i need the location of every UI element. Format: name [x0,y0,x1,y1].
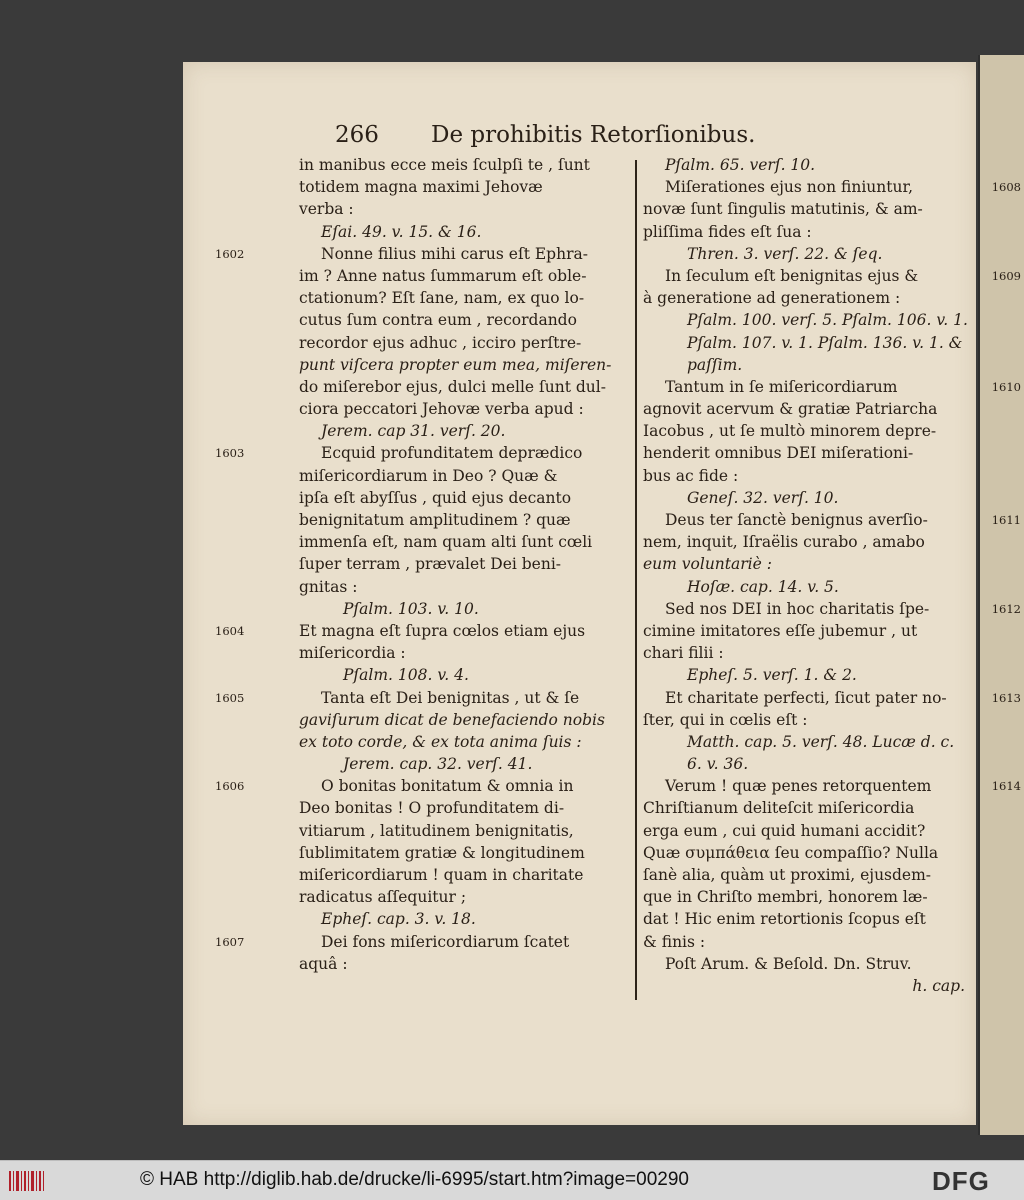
line-text: Pſalm. 100. verſ. 5. Pſalm. 106. v. 1. [687,311,968,330]
text-line [643,287,965,309]
adjacent-page-edge [978,55,1024,1135]
barcode-icon [8,1169,48,1193]
line-text: Geneſ. 32. verſ. 10. [687,488,839,507]
text-line [299,176,635,198]
text-line [215,442,635,464]
line-text: h. cap. [912,976,965,995]
text-line [299,221,635,243]
line-text: Et magna eſt ſupra cœlos etiam ejus [299,621,586,640]
text-line [299,842,635,864]
text-line [643,886,965,908]
line-text: ſublimitatem gratiæ & longitudinem [299,843,585,862]
text-line [643,820,965,842]
margin-number: 1602 [215,246,245,261]
page-title: De prohibitis Retorſionibus. [431,122,756,148]
line-text: Thren. 3. verſ. 22. & ſeq. [687,244,883,263]
line-text: Iacobus , ut ſe multò minorem depre- [643,422,937,441]
text-line [299,820,635,842]
text-line [643,398,965,420]
line-text: Epheſ. cap. 3. v. 18. [321,910,476,929]
line-text: ipſa eſt abyſſus , quid ejus decanto [299,488,572,507]
line-text: benignitatum amplitudinem ? quæ [299,511,571,529]
line-text: totidem magna maximi Jehovæ [299,178,543,197]
text-line [643,842,965,864]
line-text: Et charitate perfecti, ſicut pater no- [665,688,947,707]
text-line [643,553,965,575]
text-line [643,975,965,997]
column-divider [635,160,637,1000]
line-text: henderit omnibus DEI miſerationi- [643,444,914,463]
line-text: Nonne filius mihi carus eſt Ephra- [321,244,588,263]
text-line [299,953,635,975]
line-text: bus ac fide : [643,466,739,485]
margin-number: 1606 [215,779,245,794]
line-text: cimine imitatores eſſe jubemur , ut [643,621,918,640]
line-text: nem, inquit, Iſraëlis curabo , amabo [643,533,925,552]
text-line [643,642,965,664]
footer-bar [0,1160,1024,1200]
text-line [643,731,965,753]
line-text: Pſalm. 107. v. 1. Pſalm. 136. v. 1. & [687,333,963,352]
margin-number: 1603 [215,446,245,461]
line-text: ſuper terram , prævalet Dei beni- [299,555,562,574]
text-line [643,664,965,686]
text-line [299,332,635,354]
text-line [643,243,965,265]
right-column [643,154,1021,997]
text-line [299,354,635,376]
text-line [299,376,635,398]
text-line [643,176,1021,198]
line-text: O bonitas bonitatum & omnia in [321,777,574,796]
line-text: pliſſima fides eſt ſua : [643,222,812,241]
text-line [643,221,965,243]
text-line [215,243,635,265]
line-text: Pſalm. 103. v. 10. [343,599,479,618]
line-text: Poſt Arum. & Beſold. Dn. Struv. [665,954,912,973]
line-text: 6. v. 36. [687,755,749,774]
text-line [299,487,635,509]
line-text: chari filii : [643,644,724,663]
text-line [299,908,635,930]
margin-number: 1611 [991,513,1021,527]
line-text: Deo bonitas ! O profunditatem di- [299,799,565,818]
line-text: cutus ſum contra eum , recordando [299,311,577,330]
line-text: do miſerebor ejus, dulci melle ſunt dul- [299,377,606,396]
text-line [299,309,635,331]
line-text: ciora peccatori Jehovæ verba apud : [299,400,584,419]
line-text: Ecquid profunditatem deprædico [321,444,583,463]
text-line [643,864,965,886]
line-text: Pſalm. 108. v. 4. [343,666,469,685]
text-line [643,531,965,553]
text-line [643,376,1021,398]
text-line [215,931,635,953]
line-text: In ſeculum eſt benignitas ejus & [665,266,919,285]
line-text: recordor ejus adhuc , icciro perſtre- [299,333,582,352]
text-line [299,642,635,664]
text-line [643,309,968,331]
text-line [643,753,965,775]
line-text: Tantum in ſe miſericordiarum [665,377,898,396]
line-text: paſſim. [687,355,743,374]
text-line [643,687,1021,709]
line-text: vitiarum , latitudinem benignitatis, [299,821,574,840]
line-text: eum voluntariè : [643,555,772,574]
margin-number: 1607 [215,934,245,949]
line-text: erga eum , cui quid humani accidit? [643,821,926,840]
text-line [215,687,635,709]
line-text: dat ! Hic enim retortionis ſcopus eſt [643,910,926,929]
line-text: miſericordiarum ! quam in charitate [299,866,584,884]
text-line [643,709,965,731]
copyright-link[interactable]: © HAB http://diglib.hab.de/drucke/li-6995/start.htm?image=00290 [140,1169,689,1190]
line-text: im ? Anne natus ſummarum eſt oble- [299,266,587,285]
left-column [215,154,635,975]
text-line [643,354,965,376]
text-line [643,487,965,509]
text-line [299,709,635,731]
line-text: Chriſtianum deliteſcit miſericordia [643,799,915,818]
text-line [643,620,965,642]
text-line [299,198,635,220]
text-line [643,775,1021,797]
line-text: Sed nos DEI in hoc charitatis ſpe- [665,599,930,618]
text-line [643,509,1021,531]
line-text: in manibus ecce meis ſculpſi te , ſunt [299,156,590,174]
text-line [643,198,965,220]
text-line [643,154,965,176]
text-line [643,420,965,442]
text-line [299,420,635,442]
book-page [183,62,1021,1125]
text-line [299,398,635,420]
text-line [299,753,635,775]
line-text: Verum ! quæ penes retorquentem [665,777,932,796]
line-text: & finis : [643,932,706,951]
text-line [643,598,1021,620]
line-text: agnovit acervum & gratiæ Patriarcha [643,400,938,419]
line-text: gnitas : [299,577,358,596]
margin-number: 1608 [991,180,1021,195]
line-text: Epheſ. 5. verſ. 1. & 2. [687,666,857,685]
line-text: ex toto corde, & ex tota anima ſuis : [299,732,582,751]
text-line [299,886,635,908]
page-number: 266 [335,122,379,148]
line-text: novæ ſunt ſingulis matutinis, & am- [643,200,923,219]
line-text: Jerem. cap. 32. verſ. 41. [343,755,533,774]
text-line [299,553,635,575]
line-text: verba : [299,200,354,219]
line-text: aquâ : [299,954,348,973]
line-text: ſanè alia, quàm ut proximi, ejusdem- [643,866,932,884]
text-line [643,797,965,819]
text-line [299,664,635,686]
line-text: Pſalm. 65. verſ. 10. [665,156,816,174]
line-text: Dei fons miſericordiarum ſcatet [321,932,570,951]
text-line [299,154,635,176]
line-text: immenſa eſt, nam quam alti ſunt cœli [299,533,593,552]
margin-number: 1610 [991,379,1021,394]
line-text: ſter, qui in cœlis eſt : [643,710,808,729]
text-line [215,775,635,797]
text-line [215,620,635,642]
line-text: ctationum? Eſt ſane, nam, ex quo lo- [299,289,585,308]
page-header [335,122,955,148]
text-line [299,509,635,531]
text-line [299,731,635,753]
margin-number: 1613 [991,690,1021,705]
line-text: à generatione ad generationem : [643,289,901,308]
text-line [643,265,1021,287]
text-line [643,576,965,598]
line-text: Miſerationes ejus non finiuntur, [665,178,914,197]
line-text: Jerem. cap 31. verſ. 20. [321,422,506,441]
text-line [299,864,635,886]
text-line [299,797,635,819]
line-text: Tanta eſt Dei benignitas , ut & ſe [321,688,580,707]
text-line [299,287,635,309]
line-text: Matth. cap. 5. verſ. 48. Lucæ d. c. [687,732,955,751]
text-line [643,931,965,953]
line-text: que in Chriſto membri, honorem læ- [643,888,928,907]
margin-number: 1605 [215,690,245,705]
line-text: radicatus aſſequitur ; [299,888,467,907]
line-text: gaviſurum dicat de benefaciendo nobis [299,710,605,729]
text-line [299,465,635,487]
text-line [643,332,965,354]
text-line [299,598,635,620]
line-text: Hoſæ. cap. 14. v. 5. [687,577,839,596]
text-line [299,576,635,598]
text-line [643,953,965,975]
text-line [643,908,965,930]
line-text: Deus ter ſanctè benignus averſio- [665,511,928,529]
line-text: miſericordia : [299,644,406,663]
line-text: Quæ συμπάθεια ſeu compaſſio? Nulla [643,843,939,862]
margin-number: 1614 [991,779,1021,794]
text-line [299,265,635,287]
text-line [643,442,965,464]
dfg-logo: DFG [932,1166,990,1196]
line-text: punt viſcera propter eum mea, miſeren- [299,355,612,374]
text-line [643,465,965,487]
margin-number: 1609 [991,268,1021,283]
margin-number: 1604 [215,623,245,638]
line-text: Eſai. 49. v. 15. & 16. [321,222,482,241]
text-line [299,531,635,553]
margin-number: 1612 [991,601,1021,616]
line-text: miſericordiarum in Deo ? Quæ & [299,466,558,485]
